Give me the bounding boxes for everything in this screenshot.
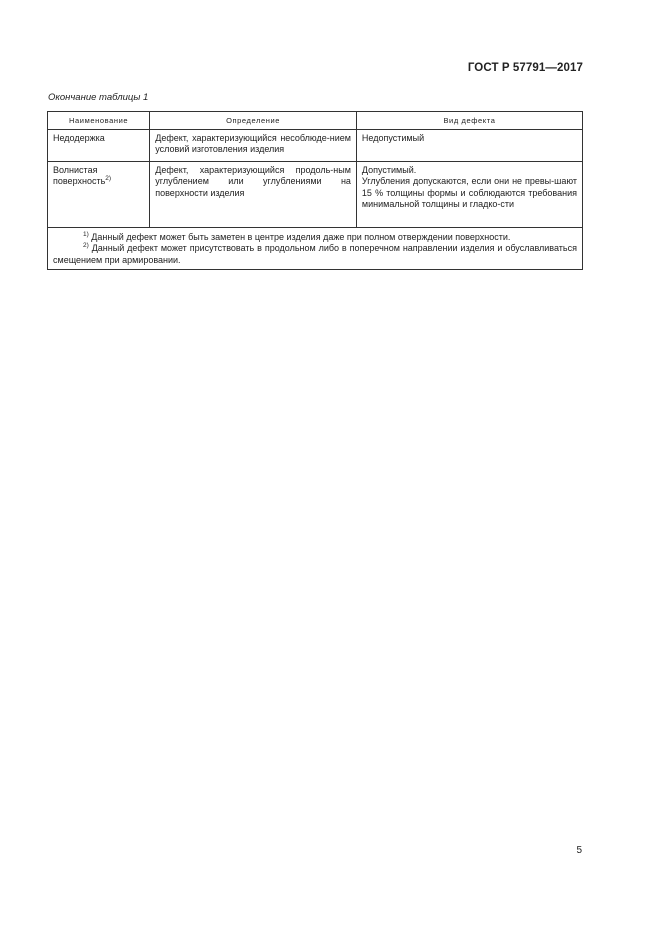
column-header-defect-type: Вид дефекта [356,112,582,130]
defect-name: Волнистая поверхность [53,164,106,186]
footnote [53,232,577,244]
cell-name [48,161,150,227]
defect-note: Углубления допускаются, если они не превы-шают 15 % толщины формы и соблюдаются требования минимальной толщины и гладко-сти [361,176,577,209]
defect-definition: Дефект, характеризующийся несоблюде-нием условий изготовления изделия [155,132,351,154]
table-row [48,161,583,227]
defect-name: Недодержка [53,132,105,143]
cell-defect-type [356,129,582,161]
footnote-mark: 2) [83,242,89,249]
column-header-definition: Определение [150,112,357,130]
footnote-mark: 1) [83,230,89,238]
footnote-text: Данный дефект может присутствовать в продольном либо в поперечном направлении изделия и обуславливаться смещением при армировании. [53,243,577,265]
defect-type: Допустимый. [361,164,417,175]
column-header-name: Наименование [48,112,150,130]
page-number: 5 [576,845,582,856]
table-row [48,129,583,161]
footnote [53,243,577,266]
footnotes-cell [48,227,583,270]
table-header-row [48,112,583,130]
cell-definition [150,129,357,161]
footnote-text: Данный дефект может быть заметен в центре изделия даже при полном отверждении поверхности. [91,231,511,242]
footnote-ref: 2) [105,175,112,182]
table-caption: Окончание таблицы 1 [48,92,149,103]
defect-type: Недопустимый [361,132,425,143]
document-code: ГОСТ Р 57791—2017 [467,62,583,74]
cell-definition [150,161,357,227]
defects-table [47,111,583,270]
defect-definition: Дефект, характеризующийся продоль-ным углублением или углублениями на поверхности изделия [155,164,351,198]
cell-defect-type [356,161,582,227]
cell-name [48,129,150,161]
footnotes-row [48,227,583,270]
